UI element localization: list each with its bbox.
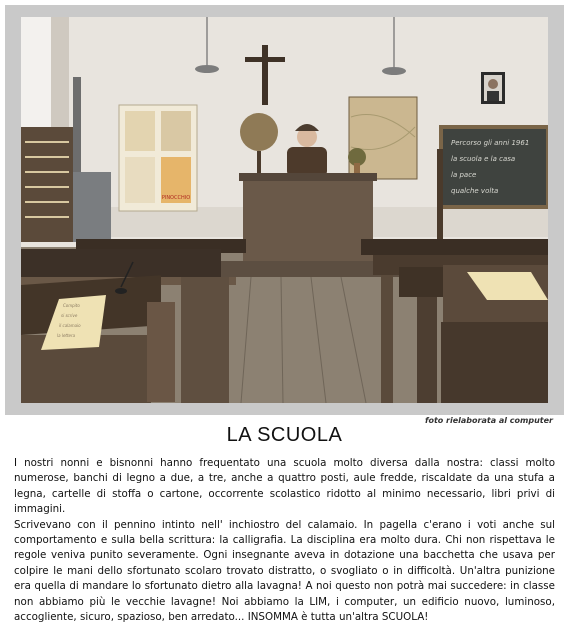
article-paragraph-1: I nostri nonni e bisnonni hanno frequentato una scuola molto diversa dalla nostra: classi molto numerose, banchi di legno a due, a tre, anche a quattro posti, aule fredde, riscaldate da una stufa a legna, cartelle di stoffa o cartone, occorrente scolastico ridotto al minimo necessario, libri privi di immagini. (14, 457, 555, 516)
blackboard-line-1: Percorso gli anni 1961 (451, 139, 530, 147)
article-body (14, 456, 555, 625)
notebook-line-2: si scrive (61, 313, 78, 318)
blackboard-line-4: qualche volta (451, 187, 499, 195)
photo-caption: foto rielaborata al computer (424, 416, 553, 425)
notebook-line-1: Compito (63, 303, 80, 308)
classroom-photo (21, 17, 548, 403)
poster-pinocchio-text: PINOCCHIO (161, 195, 191, 201)
photo-frame (5, 5, 564, 415)
blackboard-line-2: la scuola e la casa (451, 155, 516, 163)
article-title: LA SCUOLA (226, 424, 343, 446)
notebook-line-3: il calamaio (59, 323, 81, 328)
article-paragraph-2: Scrivevano con il pennino intinto nell' inchiostro del calamaio. In pagella c'erano i voti anche sul comportamento e sulla bella scrittura: la calligrafia. La disciplina era molto dura. Chi non rispettava le regole veniva punito severamente. Ogni insegnante aveva in dotazione una bacchetta che usava per colpire le mani dello sfortunato scolaro trovato distratto, o svogliato o in difficoltà. Un'altra punizione era quella di mandare lo sfortunato dietro alla lavagna! A noi questo non potrà mai succedere: in classe non abbiamo più le vecchie lavagne! Noi abbiamo la LIM, i computer, un edificio nuovo, luminoso, accogliente, sicuro, spazioso, ben arredato... INSOMMA è tutta un'altra SCUOLA! (14, 518, 555, 624)
blackboard-line-3: la pace (451, 171, 477, 179)
notebook-line-4: la lettera (57, 333, 76, 338)
